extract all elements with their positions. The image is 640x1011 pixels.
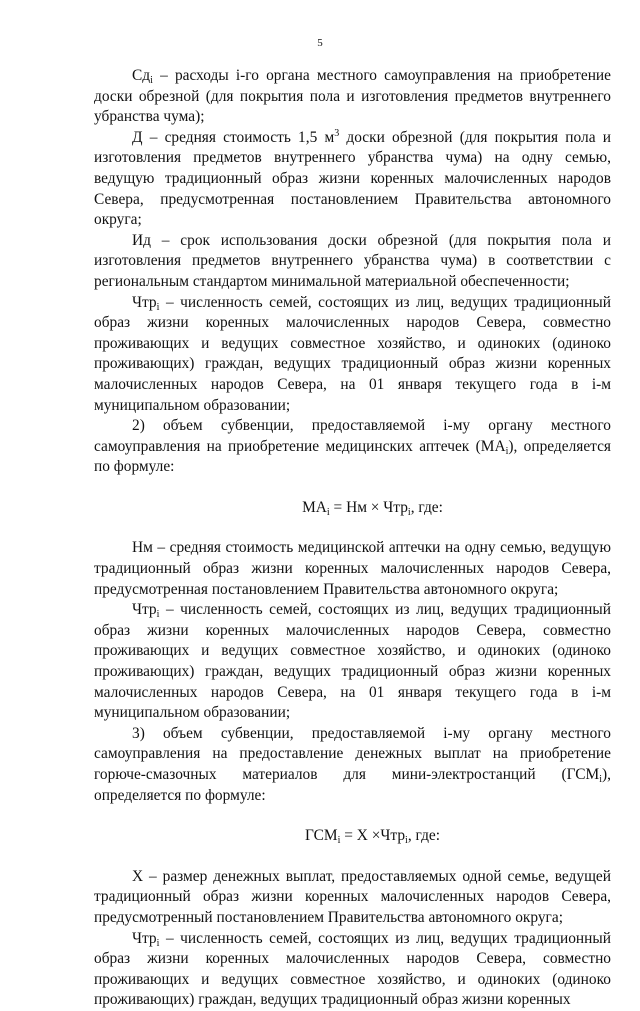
paragraph	[94, 867, 611, 929]
subscript: i	[150, 75, 153, 86]
subscript: i	[156, 301, 160, 313]
text-run: Д – средняя стоимость 1,5 м	[132, 128, 335, 146]
paragraph	[94, 416, 611, 478]
paragraph	[94, 293, 611, 417]
text-run: ), определяется по формуле:	[94, 766, 611, 804]
text-run: 2) объем субвенции, предоставляемой i-му органу местного самоуправления на приобретение медицинских аптечек (МА	[94, 417, 611, 455]
subscript: i	[599, 774, 603, 785]
text-run: доски обрезной (для покрытия пола и изготовления предметов внутреннего убранства чума) на одну семью, ведущую традиционный образ жизни коренных малочисленных народов Севера, предусмотренная постановлением Правительства автономного округа;	[94, 128, 611, 229]
subscript: i	[407, 506, 411, 518]
subscript: i	[156, 937, 160, 949]
text-run: 3) объем субвенции, предоставляемой i-му органу местного самоуправления на предоставление денежных выплат на приобретение горюче-смазочных материалов для мини-электростанций (ГСМ	[94, 724, 611, 783]
subscript: i	[505, 445, 509, 457]
text-run: = Нм × Чтр	[329, 498, 408, 516]
text-run: – расходы i-го органа местного самоуправления на приобретение доски обрезной (для покрытия пола и изготовления предметов внутреннего убранства чума);	[94, 67, 611, 126]
text-run: Чтр	[132, 929, 157, 947]
paragraph	[94, 724, 611, 806]
paragraph	[94, 600, 611, 724]
text-run: Сд	[132, 67, 151, 84]
paragraph	[94, 231, 611, 293]
paragraph	[94, 538, 611, 600]
text-run: – численность семей, состоящих из лиц, ведущих традиционный образ жизни коренных малочисленных народов Севера, совместно проживающих и ведущих совместное хозяйство, и одиноких (одиноко проживающих) граждан, ведущих традиционный образ жизни коренных	[94, 929, 611, 1009]
text-run: Чтр	[132, 293, 157, 311]
subscript: i	[156, 609, 160, 621]
text-run: Чтр	[132, 601, 157, 619]
paragraph	[94, 128, 611, 231]
text-run: Нм – средняя стоимость медицинской аптечки на одну семью, ведущую традиционный образ жизни коренных малочисленных народов Севера, предусмотренная постановлением Правительства автономного округа;	[94, 539, 611, 598]
formula	[94, 498, 611, 519]
text-run: ГСМ	[304, 827, 338, 845]
subscript: i	[326, 506, 330, 518]
text-run: Ид – срок использования доски обрезной (для покрытия пола и изготовления предметов внутреннего убранства чума) в соответствии с региональным стандартом минимальной материальной обеспеченности;	[94, 231, 611, 290]
text-run: МА	[302, 498, 327, 516]
subscript: i	[337, 835, 341, 847]
paragraph	[94, 66, 611, 128]
text-run: Х – размер денежных выплат, предоставляемых одной семье, ведущей традиционный образ жизни коренных малочисленных народов Севера, предусмотренный постановлением Правительства автономного округа;	[94, 867, 611, 926]
text-run: = Х ×Чтр	[340, 827, 406, 845]
document-body	[94, 66, 611, 1011]
superscript: 3	[334, 127, 340, 139]
page-number: 5	[317, 37, 323, 49]
subscript: i	[405, 835, 408, 847]
text-run: – численность семей, состоящих из лиц, ведущих традиционный образ жизни коренных малочисленных народов Севера, совместно проживающих и ведущих совместное хозяйство, и одиноких (одиноко проживающих) граждан, ведущих традиционный образ жизни коренных малочисленных народов Севера, на 01 января текущего года в i-м муниципальном образовании;	[94, 293, 611, 414]
formula	[94, 826, 611, 847]
text-run: ), определяется по формуле:	[94, 437, 611, 476]
text-run: , где:	[407, 827, 441, 845]
text-run: – численность семей, состоящих из лиц, ведущих традиционный образ жизни коренных малочисленных народов Севера, совместно проживающих и ведущих совместное хозяйство, и одиноких (одиноко проживающих) граждан, ведущих традиционный образ жизни коренных малочисленных народов Севера, на 01 января текущего года в i-м муниципальном образовании;	[94, 601, 611, 722]
text-run: , где:	[410, 498, 443, 516]
paragraph	[94, 929, 611, 1011]
